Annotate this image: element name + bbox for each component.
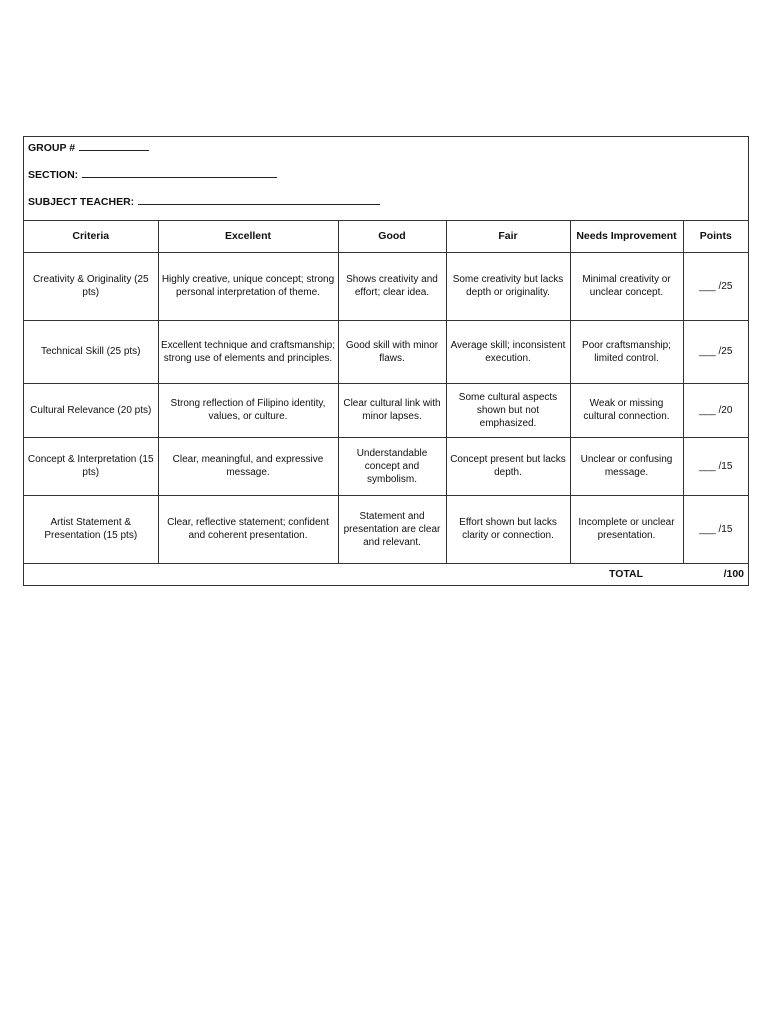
needs-improvement-cell: Minimal creativity or unclear concept. xyxy=(570,252,683,320)
table-row xyxy=(24,252,748,320)
teacher-line xyxy=(28,194,748,221)
excellent-cell: Clear, meaningful, and expressive message. xyxy=(158,437,338,495)
total-row xyxy=(24,563,748,585)
excellent-cell: Highly creative, unique concept; strong personal interpretation of theme. xyxy=(158,252,338,320)
table-row xyxy=(24,320,748,383)
excellent-cell: Clear, reflective statement; confident and coherent presentation. xyxy=(158,495,338,563)
good-cell: Shows creativity and effort; clear idea. xyxy=(338,252,446,320)
needs-improvement-cell: Weak or missing cultural connection. xyxy=(570,383,683,437)
excellent-cell: Excellent technique and craftsmanship; strong use of elements and principles. xyxy=(158,320,338,383)
needs-improvement-cell: Unclear or confusing message. xyxy=(570,437,683,495)
needs-improvement-cell: Poor craftsmanship; limited control. xyxy=(570,320,683,383)
points-cell[interactable]: ___ /25 xyxy=(683,320,748,383)
fair-cell: Some creativity but lacks depth or originality. xyxy=(446,252,570,320)
fair-cell: Effort shown but lacks clarity or connection. xyxy=(446,495,570,563)
table-row xyxy=(24,495,748,563)
total-value: /100 xyxy=(683,563,748,585)
good-cell: Understandable concept and symbolism. xyxy=(338,437,446,495)
table-row xyxy=(24,383,748,437)
points-cell[interactable]: ___ /15 xyxy=(683,495,748,563)
rubric-grid xyxy=(24,221,748,585)
col-points: Points xyxy=(683,221,748,252)
col-needs-improvement: Needs Improvement xyxy=(570,221,683,252)
needs-improvement-cell: Incomplete or unclear presentation. xyxy=(570,495,683,563)
table-row xyxy=(24,437,748,495)
good-cell: Good skill with minor flaws. xyxy=(338,320,446,383)
criteria-cell: Cultural Relevance (20 pts) xyxy=(24,383,158,437)
rubric-table xyxy=(23,136,749,586)
group-blank xyxy=(79,140,149,151)
col-criteria: Criteria xyxy=(24,221,158,252)
criteria-cell: Technical Skill (25 pts) xyxy=(24,320,158,383)
col-excellent: Excellent xyxy=(158,221,338,252)
group-line xyxy=(28,140,748,167)
group-label: GROUP # xyxy=(28,142,76,154)
col-good: Good xyxy=(338,221,446,252)
excellent-cell: Strong reflection of Filipino identity, values, or culture. xyxy=(158,383,338,437)
fair-cell: Some cultural aspects shown but not emphasized. xyxy=(446,383,570,437)
col-fair: Fair xyxy=(446,221,570,252)
criteria-cell: Concept & Interpretation (15 pts) xyxy=(24,437,158,495)
section-label: SECTION: xyxy=(28,169,79,181)
fair-cell: Concept present but lacks depth. xyxy=(446,437,570,495)
criteria-cell: Creativity & Originality (25 pts) xyxy=(24,252,158,320)
good-cell: Clear cultural link with minor lapses. xyxy=(338,383,446,437)
good-cell: Statement and presentation are clear and relevant. xyxy=(338,495,446,563)
rubric-header xyxy=(24,137,748,221)
teacher-blank xyxy=(138,194,380,205)
fair-cell: Average skill; inconsistent execution. xyxy=(446,320,570,383)
criteria-cell: Artist Statement & Presentation (15 pts) xyxy=(24,495,158,563)
points-cell[interactable]: ___ /25 xyxy=(683,252,748,320)
column-header-row xyxy=(24,221,748,252)
teacher-label: SUBJECT TEACHER: xyxy=(28,196,135,208)
points-cell[interactable]: ___ /15 xyxy=(683,437,748,495)
section-line xyxy=(28,167,748,194)
section-blank xyxy=(82,167,277,178)
points-cell[interactable]: ___ /20 xyxy=(683,383,748,437)
total-label: TOTAL xyxy=(24,563,683,585)
